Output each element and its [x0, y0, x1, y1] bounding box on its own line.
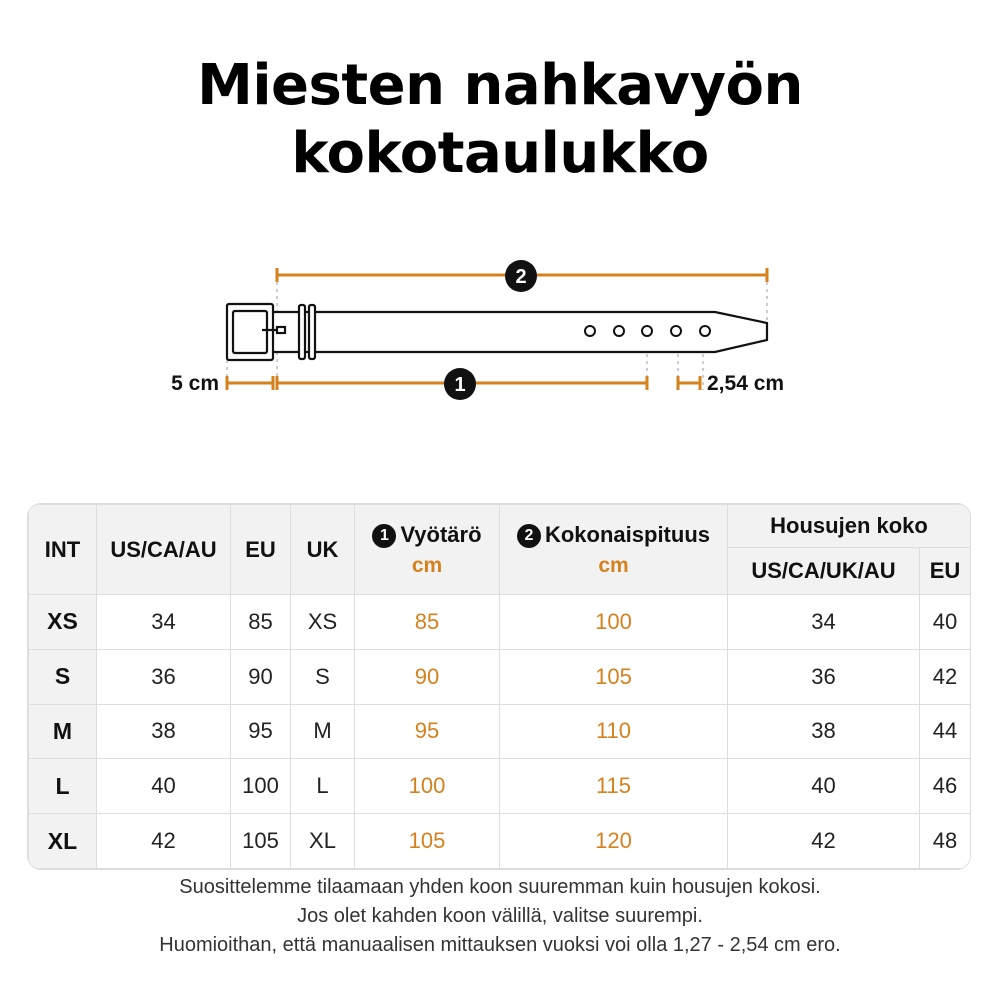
size-table	[27, 503, 971, 870]
cell-pants-us: 40	[728, 759, 920, 814]
header-uk: UK	[291, 505, 355, 595]
title-line-2: kokotaulukko	[291, 121, 709, 186]
svg-text:1: 1	[454, 374, 466, 396]
buckle-width-dimension	[227, 376, 273, 390]
cell-uk: XS	[291, 595, 355, 650]
cell-eu: 105	[231, 814, 291, 869]
cell-pants-us: 34	[728, 595, 920, 650]
note-line: Suosittelemme tilaamaan yhden koon suuremman kuin housujen kokosi.	[179, 876, 821, 898]
cell-us: 40	[97, 759, 231, 814]
cell-int: L	[29, 759, 97, 814]
cell-uk: M	[291, 704, 355, 759]
cell-pants-eu: 44	[920, 704, 971, 759]
cell-pants-us: 38	[728, 704, 920, 759]
cell-waist: 90	[355, 649, 500, 704]
note-line: Jos olet kahden koon välillä, valitse suurempi.	[297, 905, 703, 927]
cell-waist: 95	[355, 704, 500, 759]
cell-us: 42	[97, 814, 231, 869]
cell-total: 100	[500, 595, 728, 650]
cell-total: 115	[500, 759, 728, 814]
badge-1	[444, 368, 476, 400]
table-row	[29, 759, 971, 814]
cell-eu: 100	[231, 759, 291, 814]
table-row	[29, 814, 971, 869]
table-row	[29, 595, 971, 650]
cell-total: 120	[500, 814, 728, 869]
header-pants-size: Housujen koko	[728, 505, 971, 548]
header-total-label: Kokonaispituus	[544, 521, 710, 547]
waist-badge-icon: 1	[372, 524, 396, 548]
cell-us: 36	[97, 649, 231, 704]
cell-us: 38	[97, 704, 231, 759]
header-total-unit: cm	[598, 553, 629, 577]
table-row	[29, 649, 971, 704]
header-waist-unit: cm	[411, 553, 443, 577]
cell-pants-eu: 40	[920, 595, 971, 650]
header-waist-label: Vyötärö	[400, 521, 482, 547]
hole-spacing-dimension	[678, 376, 700, 390]
cell-eu: 90	[231, 649, 291, 704]
cell-total: 105	[500, 649, 728, 704]
header-pants-eu: EU	[920, 548, 971, 595]
header-waist	[355, 505, 500, 595]
header-int: INT	[29, 505, 97, 595]
cell-waist: 100	[355, 759, 500, 814]
svg-text:2: 2	[515, 266, 527, 288]
header-pants-us: US/CA/UK/AU	[728, 548, 920, 595]
cell-int: XL	[29, 814, 97, 869]
belt-diagram	[0, 0, 1000, 460]
cell-pants-us: 42	[728, 814, 920, 869]
cell-uk: L	[291, 759, 355, 814]
buckle-width-label: 5 cm	[171, 372, 219, 395]
cell-waist: 105	[355, 814, 500, 869]
table-row	[29, 704, 971, 759]
hole-spacing-label: 2,54 cm	[707, 372, 785, 395]
badge-2	[505, 260, 537, 292]
cell-eu: 85	[231, 595, 291, 650]
total-badge-icon: 2	[517, 524, 541, 548]
cell-us: 34	[97, 595, 231, 650]
cell-int: S	[29, 649, 97, 704]
cell-waist: 85	[355, 595, 500, 650]
cell-total: 110	[500, 704, 728, 759]
belt-illustration	[227, 304, 767, 360]
cell-pants-eu: 46	[920, 759, 971, 814]
note-line: Huomioithan, että manuaalisen mittauksen vuoksi voi olla 1,27 - 2,54 cm ero.	[159, 934, 841, 956]
header-eu: EU	[231, 505, 291, 595]
cell-eu: 95	[231, 704, 291, 759]
header-us-ca-au: US/CA/AU	[97, 505, 231, 595]
cell-uk: XL	[291, 814, 355, 869]
cell-uk: S	[291, 649, 355, 704]
cell-pants-eu: 48	[920, 814, 971, 869]
title-line-1: Miesten nahkavyön	[197, 53, 803, 118]
size-notes	[0, 873, 1000, 960]
cell-pants-us: 36	[728, 649, 920, 704]
header-total-length	[500, 505, 728, 595]
cell-int: M	[29, 704, 97, 759]
cell-pants-eu: 42	[920, 649, 971, 704]
cell-int: XS	[29, 595, 97, 650]
